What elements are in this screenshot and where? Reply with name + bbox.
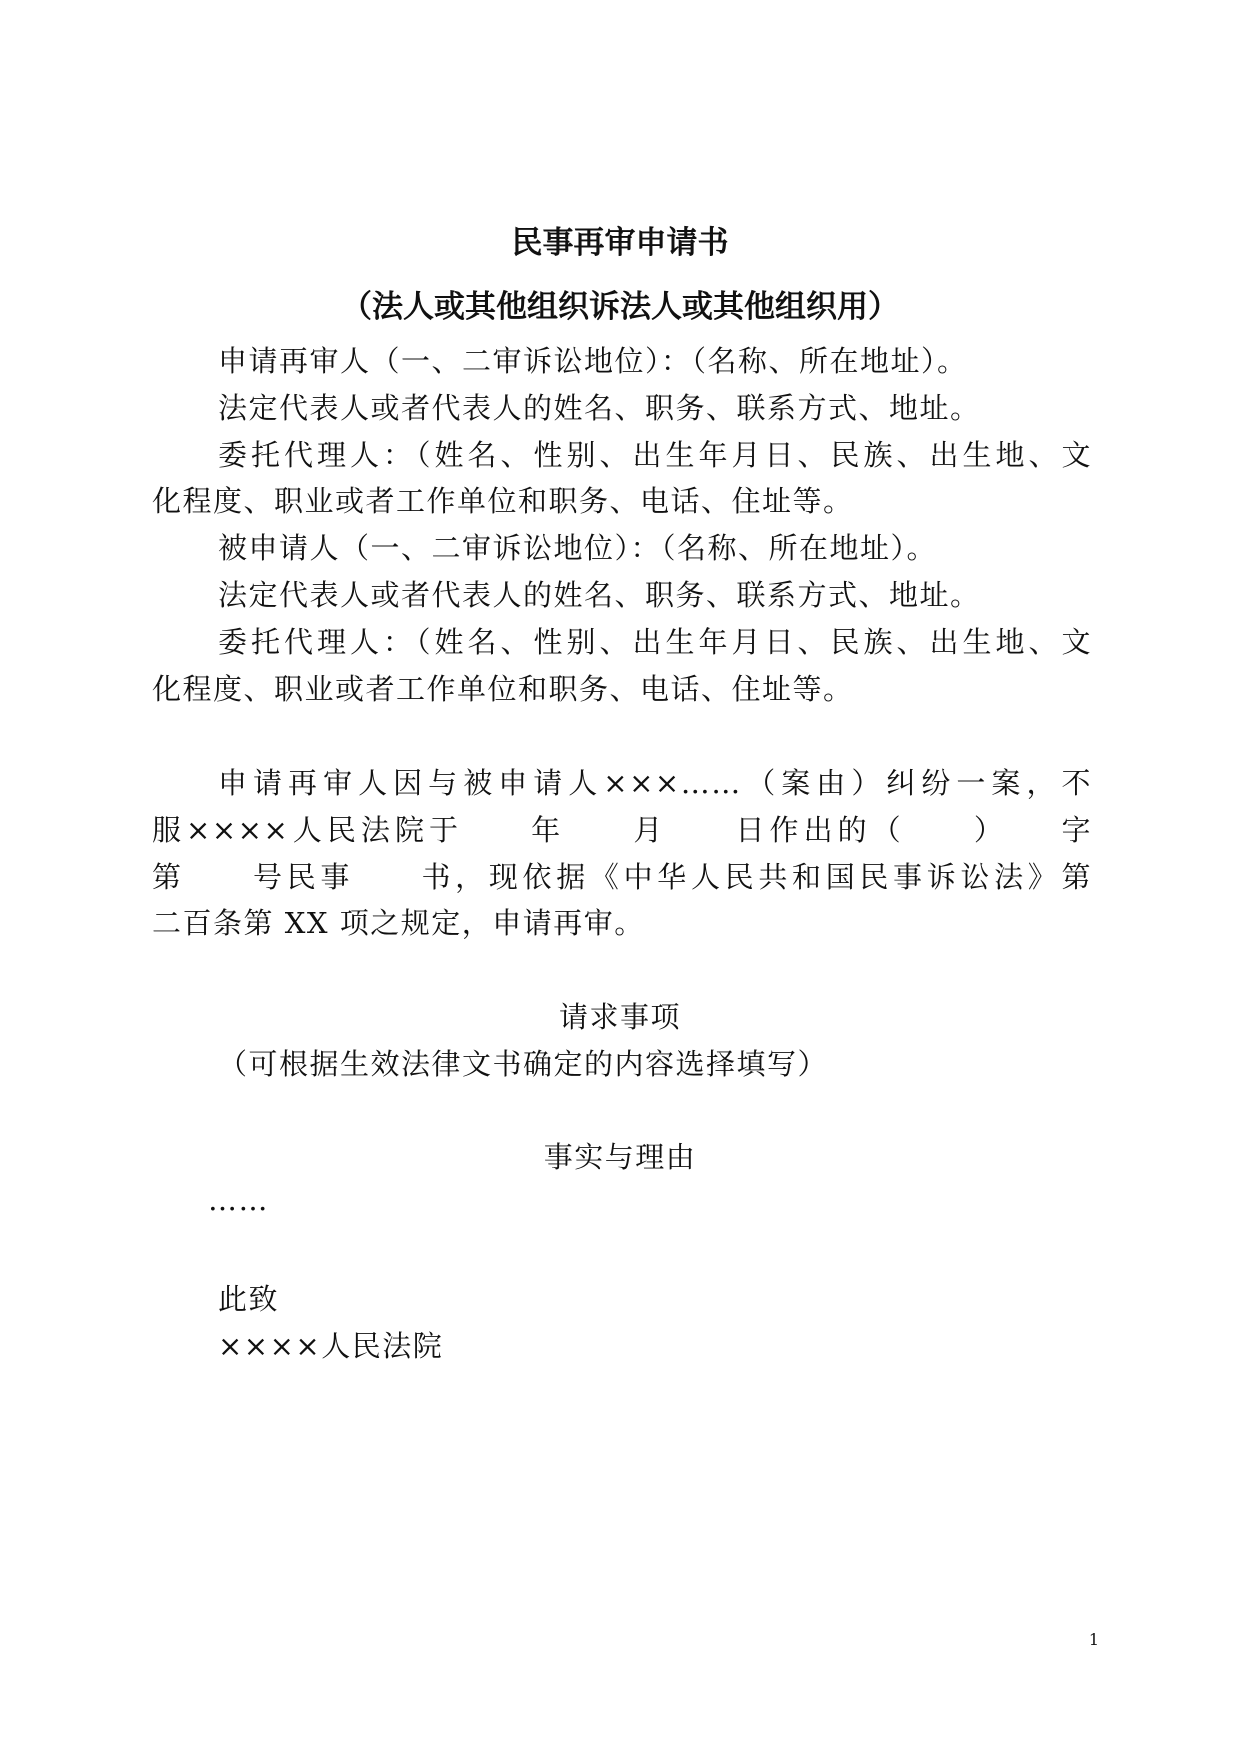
facts-heading: 事实与理由 bbox=[543, 1140, 697, 1174]
respondent-agent-line-1: 委托代理人：（姓名、性别、出生年月日、民族、出生地、文 bbox=[218, 625, 1092, 659]
closing-court: ××××人民法院 bbox=[218, 1329, 444, 1363]
claims-heading: 请求事项 bbox=[558, 1000, 681, 1034]
applicant-agent-line-1: 委托代理人：（姓名、性别、出生年月日、民族、出生地、文 bbox=[218, 438, 1092, 472]
claims-note: （可根据生效法律文书确定的内容选择填写） bbox=[218, 1047, 829, 1081]
respondent-agent-line-2: 化程度、职业或者工作单位和职务、电话、住址等。 bbox=[152, 672, 854, 706]
statement-line-3: 第 号民事 书，现依据《中华人民共和国民事诉讼法》第 bbox=[152, 860, 1092, 894]
respondent-line: 被申请人（一、二审诉讼地位）：（名称、所在地址）。 bbox=[218, 531, 938, 565]
document-subtitle: （法人或其他组织诉法人或其他组织用） bbox=[341, 289, 899, 325]
applicant-representative-line: 法定代表人或者代表人的姓名、职务、联系方式、地址。 bbox=[218, 391, 981, 425]
document-title: 民事再审申请书 bbox=[511, 225, 729, 261]
statement-line-4: 二百条第 XX 项之规定，申请再审。 bbox=[152, 906, 645, 940]
statement-line-1: 申请再审人因与被申请人×××……（案由）纠纷一案，不 bbox=[218, 766, 1092, 800]
page-number: 1 bbox=[1088, 1630, 1100, 1649]
facts-ellipsis: …… bbox=[208, 1183, 269, 1217]
applicant-agent-line-2: 化程度、职业或者工作单位和职务、电话、住址等。 bbox=[152, 484, 854, 518]
statement-line-2: 服××××人民法院于 年 月 日作出的（ ） 字 bbox=[152, 813, 1092, 847]
respondent-representative-line: 法定代表人或者代表人的姓名、职务、联系方式、地址。 bbox=[218, 578, 981, 612]
applicant-line: 申请再审人（一、二审诉讼地位）：（名称、所在地址）。 bbox=[218, 344, 968, 378]
closing-salutation: 此致 bbox=[218, 1282, 280, 1316]
